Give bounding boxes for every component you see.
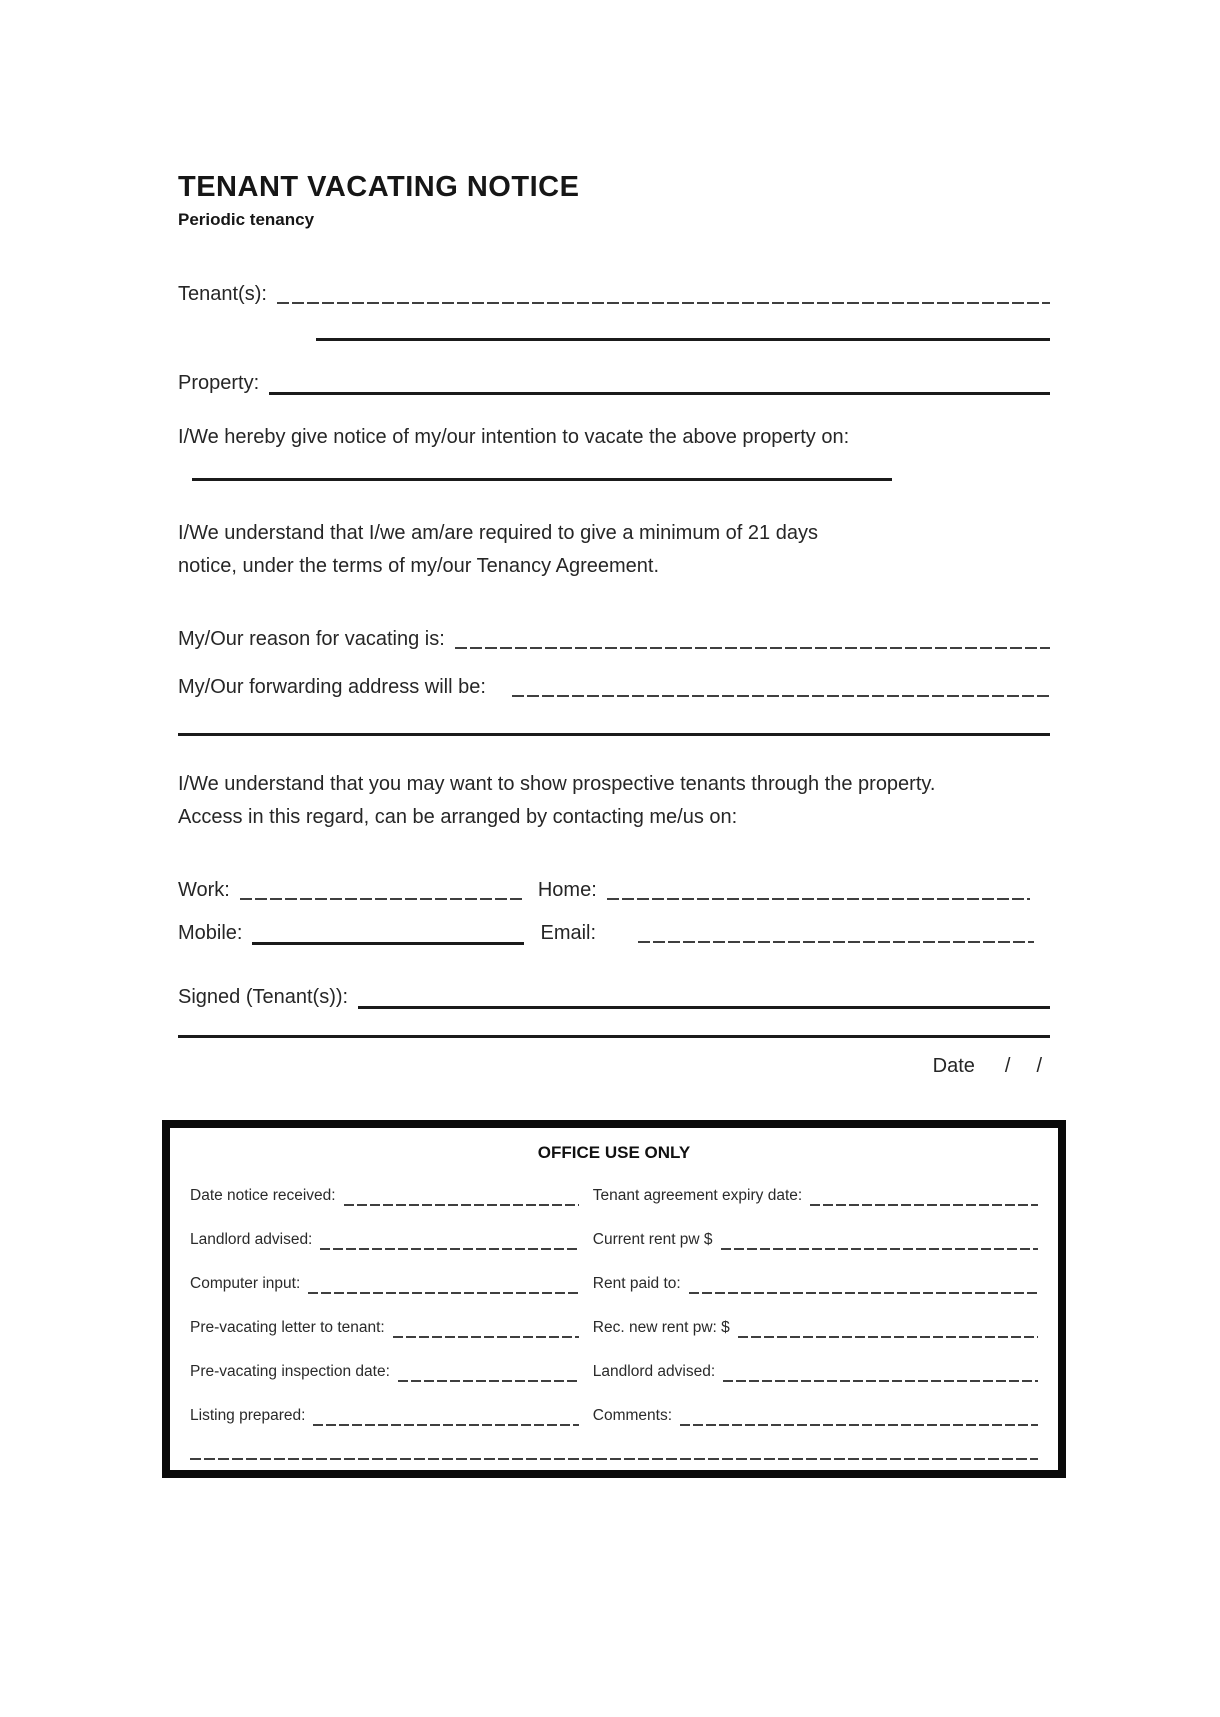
property-label: Property: (178, 372, 260, 394)
office-field-label: Computer input: (190, 1275, 301, 1292)
office-field-label: Tenant agreement expiry date: (592, 1187, 803, 1204)
office-row-4 (190, 1316, 1038, 1340)
office-use-box (162, 1120, 1066, 1478)
property-field (178, 371, 1050, 395)
tenant-field (178, 282, 1050, 306)
mobile-email-row (178, 921, 1050, 945)
mobile-label: Mobile: (178, 922, 243, 944)
office-field-line[interactable] (398, 1368, 579, 1384)
office-field-line[interactable] (810, 1192, 1038, 1208)
date-label: Date (932, 1055, 975, 1077)
forwarding-field (178, 675, 1050, 699)
vacate-date-line[interactable] (192, 478, 892, 481)
office-field-line[interactable] (738, 1324, 1038, 1340)
reason-line[interactable] (455, 633, 1050, 651)
signed-line-2[interactable] (178, 1035, 1050, 1038)
office-field-line[interactable] (313, 1412, 578, 1428)
work-label: Work: (178, 879, 230, 901)
date-slash-2: / (1036, 1055, 1042, 1077)
reason-field (178, 627, 1050, 651)
office-field-label: Date notice received: (190, 1187, 336, 1204)
date-row (178, 1054, 1050, 1078)
office-row-2 (190, 1228, 1038, 1252)
email-line[interactable] (638, 927, 1034, 945)
home-line[interactable] (607, 884, 1030, 902)
office-field-line[interactable] (344, 1192, 579, 1208)
tenant-label: Tenant(s): (178, 283, 267, 305)
access-paragraph: I/We understand that you may want to show prospective tenants through the property. Access in this regard, can be arranged by contacting me/us on: (178, 773, 936, 828)
work-home-row (178, 878, 1050, 902)
minimum-notice-paragraph: I/We understand that I/we am/are required to give a minimum of 21 days notice, under the terms of my/our Tenancy Agreement. (178, 522, 818, 577)
office-field-label: Rent paid to: (592, 1275, 681, 1292)
office-row-6 (190, 1404, 1038, 1428)
page-title: TENANT VACATING NOTICE (178, 171, 580, 203)
work-line[interactable] (240, 884, 522, 902)
mobile-line[interactable] (252, 927, 524, 945)
office-field-line[interactable] (723, 1368, 1038, 1384)
office-row-3 (190, 1272, 1038, 1296)
office-field-line[interactable] (680, 1412, 1038, 1428)
office-field-label: Current rent pw $ (592, 1231, 713, 1248)
office-field-label: Listing prepared: (190, 1407, 306, 1424)
tenant-line-2[interactable] (316, 338, 1050, 341)
vacate-notice-paragraph: I/We hereby give notice of my/our intention to vacate the above property on: (178, 426, 850, 448)
tenant-line[interactable] (277, 288, 1050, 306)
office-field-label: Pre-vacating inspection date: (190, 1363, 390, 1380)
forwarding-line-2[interactable] (178, 733, 1050, 736)
email-label: Email: (540, 922, 597, 944)
office-row-5 (190, 1360, 1038, 1384)
office-use-title: OFFICE USE ONLY (537, 1143, 691, 1162)
forwarding-label: My/Our forwarding address will be: (178, 676, 486, 698)
page-subtitle: Periodic tenancy (178, 210, 315, 229)
signed-label: Signed (Tenant(s)): (178, 986, 349, 1008)
signed-line[interactable] (358, 991, 1050, 1009)
office-field-line[interactable] (689, 1280, 1038, 1296)
office-field-label: Comments: (592, 1407, 673, 1424)
office-row-1 (190, 1184, 1038, 1208)
office-field-label: Rec. new rent pw: $ (592, 1319, 730, 1336)
office-field-label: Pre-vacating letter to tenant: (190, 1319, 385, 1336)
reason-label: My/Our reason for vacating is: (178, 628, 445, 650)
office-field-label: Landlord advised: (592, 1363, 716, 1380)
office-field-line[interactable] (393, 1324, 579, 1340)
office-field-label: Landlord advised: (190, 1231, 313, 1248)
office-field-line[interactable] (308, 1280, 579, 1296)
signed-field (178, 985, 1050, 1009)
office-field-line[interactable] (320, 1236, 578, 1252)
property-line[interactable] (269, 377, 1050, 395)
home-label: Home: (537, 879, 597, 901)
office-comments-line[interactable] (190, 1448, 1038, 1460)
forwarding-line[interactable] (512, 681, 1050, 699)
date-slash-1: / (1004, 1055, 1011, 1077)
office-field-line[interactable] (721, 1236, 1038, 1252)
